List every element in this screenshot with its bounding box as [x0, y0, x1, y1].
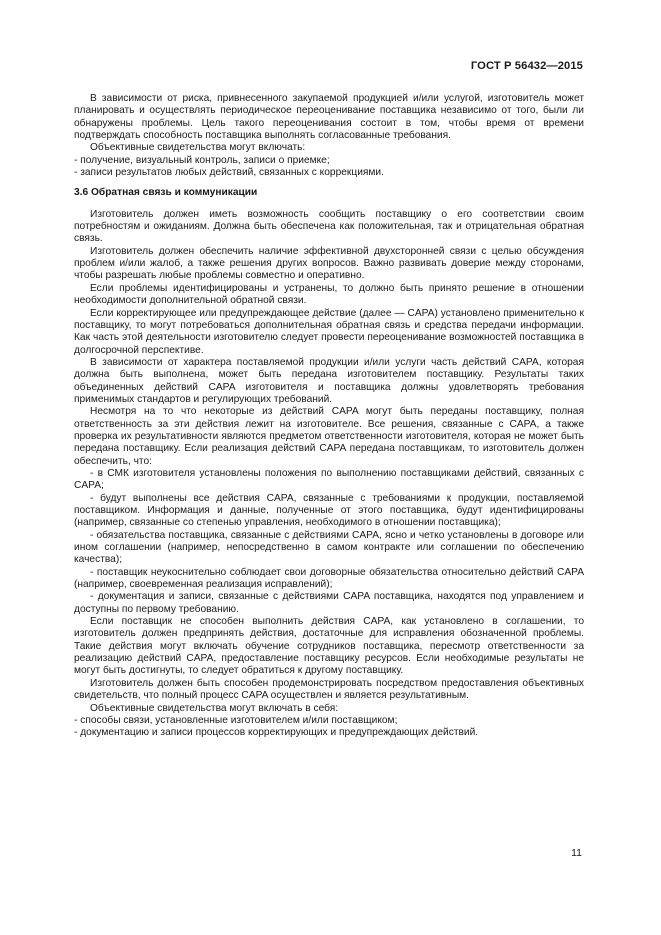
paragraph: Если корректирующее или предупреждающее действие (далее — CAPA) установлено применительно к поставщику, то могут потребоваться дополнительная обратная связь и средства передачи информации. Как часть этой деятельности изготовителю следует провести переоценивание возможностей поставщика в долгосрочной перспективе.	[74, 307, 584, 356]
paragraph: В зависимости от характера поставляемой продукции и/или услуги часть действий CAPA, которая должна быть выполнена, может быть передана изготовителем поставщику. Результаты таких объединенных действий CAPA изготовителя и поставщика должны удовлетворять требования применимых стандартов и регулирующих требований.	[74, 356, 584, 405]
list-item: - в СМК изготовителя установлены положения по выполнению поставщиками действий, связанных с CAPA;	[74, 467, 584, 492]
document-body	[74, 93, 584, 740]
list-item: - способы связи, установленные изготовителем и/или поставщиком;	[74, 714, 398, 726]
paragraph-evidence-intro: Объективные свидетельства могут включать:	[90, 142, 306, 154]
section-heading: 3.6 Обратная связь и коммуникации	[74, 187, 258, 199]
list-item: - будут выполнены все действия CAPA, связанные с требованиями к продукции, поставляемой поставщиком. Информация и данные, полученные от этого поставщика, будут идентифицированы (например, связанные со степенью управления, необходимого в отношении поставщика);	[74, 492, 584, 529]
list-item: - получение, визуальный контроль, записи о приемке;	[74, 154, 330, 166]
paragraph: Если проблемы идентифицированы и устранены, то должно быть принято решение в отношении необходимости дополнительной обратной связи.	[74, 282, 584, 307]
list-item: - поставщик неукоснительно соблюдает свои договорные обязательства относительно действий CAPA (например, своевременная реализация исправлений);	[74, 566, 584, 591]
paragraph: Объективные свидетельства могут включать в себя:	[90, 702, 339, 714]
list-item: - документация и записи, связанные с действиями CAPA поставщика, находятся под управлением и доступны по первому требованию.	[74, 591, 584, 615]
list-item: - документацию и записи процессов корректирующих и предупреждающих действий.	[74, 727, 479, 739]
paragraph-reassessment: В зависимости от риска, привнесенного закупаемой продукцией и/или услугой, изготовитель может планировать и осуществлять периодическое переоценивание поставщика независимо от того, были ли обнаружены проблемы. Цель такого переоценивания состоит в том, чтобы время от времени подтверждать способность поставщика выполнять согласованные требования.	[74, 93, 584, 142]
paragraph: Несмотря на то что некоторые из действий CAPA могут быть переданы поставщику, полная ответственность за эти действия лежит на изготовителе. Все решения, связанные с CAPA, а также проверка их результативности являются предметом ответственности изготовителя, которая не может быть передана поставщику. Если реализация действий CAPA передана поставщикам, то изготовитель должен обеспечить, что:	[74, 406, 584, 467]
paragraph: Изготовитель должен иметь возможность сообщить поставщику о его соответствии своим потребностям и ожиданиям. Должна быть обеспечена как положительная, так и отрицательная обратная связь.	[74, 208, 584, 245]
standard-header: ГОСТ Р 56432—2015	[470, 60, 583, 72]
paragraph: Изготовитель должен обеспечить наличие эффективной двухсторонней связи с целью обсуждения проблем и/или жалоб, а также решения других вопросов. Важно развивать доверие между сторонами, чтобы разрешать любые проблемы совместно и оперативно.	[74, 245, 584, 282]
paragraph: Изготовитель должен быть способен продемонстрировать посредством предоставления объективных свидетельств, что полный процесс CAPA осуществлен и является результативным.	[74, 677, 584, 702]
paragraph: Если поставщик не способен выполнить действия CAPA, как установлено в соглашении, то изготовитель должен предпринять действия, достаточные для исправления обозначенной проблемы. Такие действия могут включать обучение сотрудников поставщика, пересмотр ответственности за реализацию действий CAPA, предоставление поставщику ресурсов. Если необходимые результаты не могут быть достигнуты, то следует обратиться к другому поставщику.	[74, 616, 584, 677]
list-item: - обязательства поставщика, связанные с действиями CAPA, ясно и четко установлены в договоре или ином соглашении (например, непосредственно в самом контракте или соглашении по обеспечению качества);	[74, 529, 584, 566]
list-item: - записи результатов любых действий, связанных с коррекциями.	[74, 167, 384, 179]
page-number: 11	[571, 847, 582, 859]
